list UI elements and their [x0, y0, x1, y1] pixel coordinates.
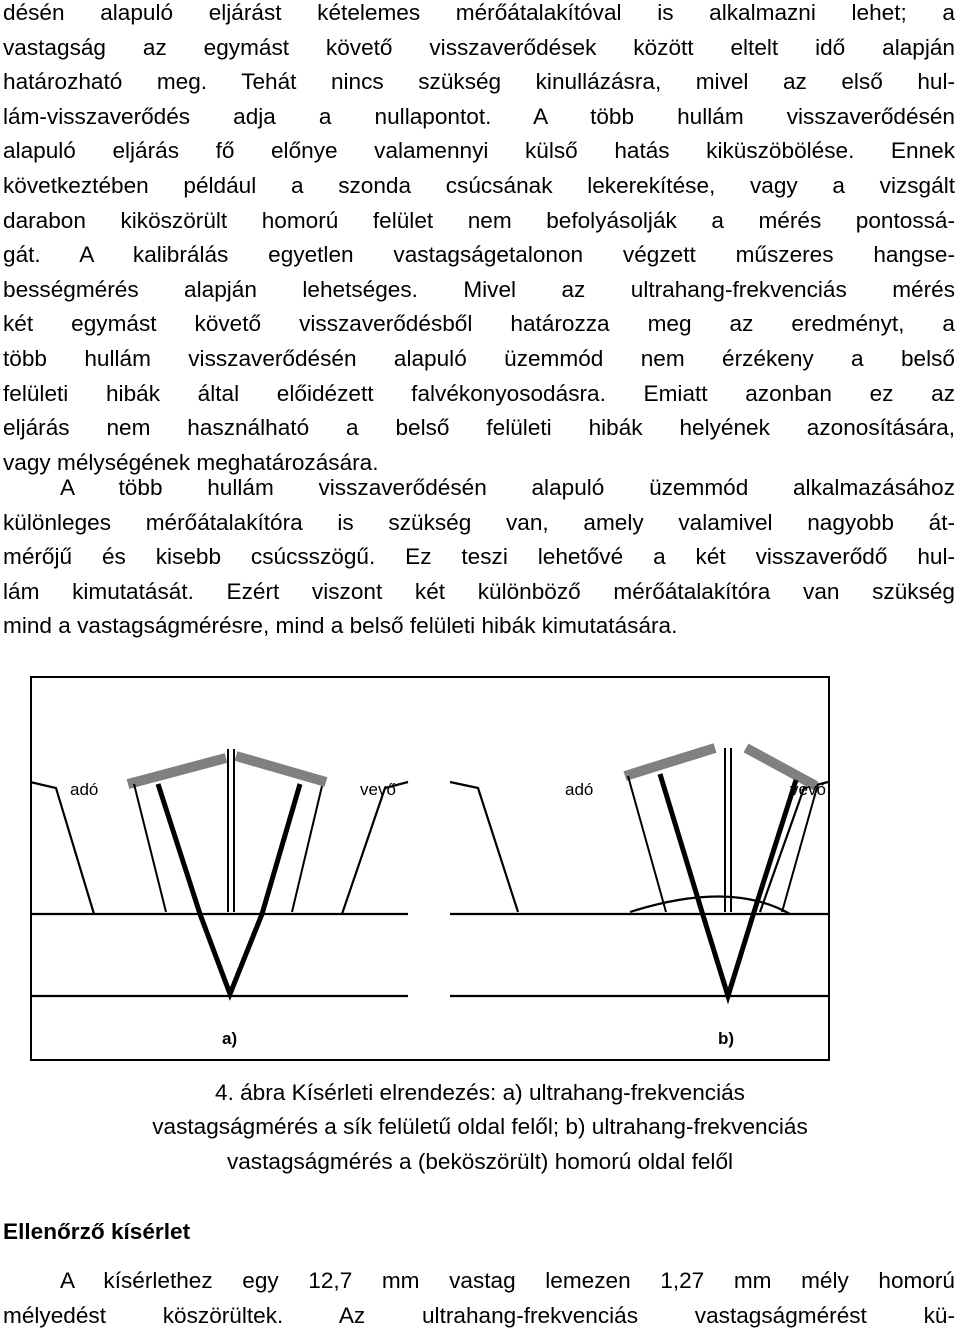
figure-frame — [31, 677, 829, 1060]
receiver-label-b: vevő — [790, 780, 826, 799]
text-line: különleges mérőátalakítóra is szükség van, amely valamivel nagyobb át- — [3, 509, 955, 535]
text-line: gát. A kalibrálás egyetlen vastagságetalonon végzett műszeres hangse- — [3, 242, 955, 268]
transmitter-label-b: adó — [565, 780, 594, 799]
caption-line: vastagságmérés a sík felületű oldal felől; b) ultrahang-frekvenciás — [152, 1114, 808, 1140]
body-paragraph-3 — [3, 1264, 955, 1333]
panel-label-a: a) — [222, 1029, 238, 1048]
text-line: darabon kiköszörült homorú felület nem befolyásolják a mérés pontossá- — [3, 207, 955, 233]
text-line: két egymást követő visszaverődésből határozza meg az eredményt, a — [3, 311, 955, 337]
body-paragraph-1 — [3, 0, 955, 480]
text-line: alapuló eljárás fő előnye valamennyi külső hatás kiküszöbölése. Ennek — [3, 138, 955, 164]
receiver-label-a: vevő — [360, 780, 396, 799]
text-line: vagy mélységének meghatározására. — [3, 449, 379, 475]
text-line: vastagság az egymást követő visszaverődések között eltelt idő alapján — [3, 34, 955, 60]
body-paragraph-2 — [3, 471, 955, 644]
text-line: mérőjű és kisebb csúcsszögű. Ez teszi lehetővé a két visszaverődő hul- — [3, 544, 955, 570]
text-line: désén alapuló eljárást kételemes mérőátalakítóval is alkalmazni lehet; a — [3, 0, 955, 25]
text-line: határozható meg. Tehát nincs szükség kinullázásra, mivel az első hul- — [3, 69, 955, 95]
transmitter-label-a: adó — [70, 780, 99, 799]
text-line: mélyedést köszörültek. Az ultrahang-frekvenciás vastagságmérést kü- — [3, 1302, 955, 1328]
text-line: bességmérés alapján lehetséges. Mivel az ultrahang-frekvenciás mérés — [3, 276, 955, 302]
text-line: eljárás nem használható a belső felületi hibák helyének azonosítására, — [3, 415, 955, 441]
text-line: több hullám visszaverődésén alapuló üzemmód nem érzékeny a belső — [3, 345, 955, 371]
text-line: következtében például a szonda csúcsának lekerekítése, vagy a vizsgált — [3, 172, 955, 198]
text-line: lám-visszaverődés adja a nullapontot. A több hullám visszaverődésén — [3, 103, 955, 129]
text-line: felületi hibák által előidézett falvékonyosodásra. Emiatt azonban ez az — [3, 380, 955, 406]
panel-label-b: b) — [718, 1029, 735, 1048]
text-line: lám kimutatását. Ezért viszont két különböző mérőátalakítóra van szükség — [3, 578, 955, 604]
section-heading: Ellenőrző kísérlet — [3, 1219, 191, 1244]
text-line: A több hullám visszaverődésén alapuló üzemmód alkalmazásához — [60, 475, 955, 500]
figure-caption — [0, 1076, 960, 1179]
text-line: mind a vastagságmérésre, mind a belső felületi hibák kimutatására. — [3, 613, 678, 639]
text-line: A kísérlethez egy 12,7 mm vastag lemezen 1,27 mm mély homorú — [60, 1268, 955, 1293]
probe-setup-figure — [30, 676, 830, 1061]
caption-line: 4. ábra Kísérleti elrendezés: a) ultrahang-frekvenciás — [215, 1080, 745, 1105]
caption-line: vastagságmérés a (beköszörült) homorú oldal felől — [226, 1148, 734, 1174]
